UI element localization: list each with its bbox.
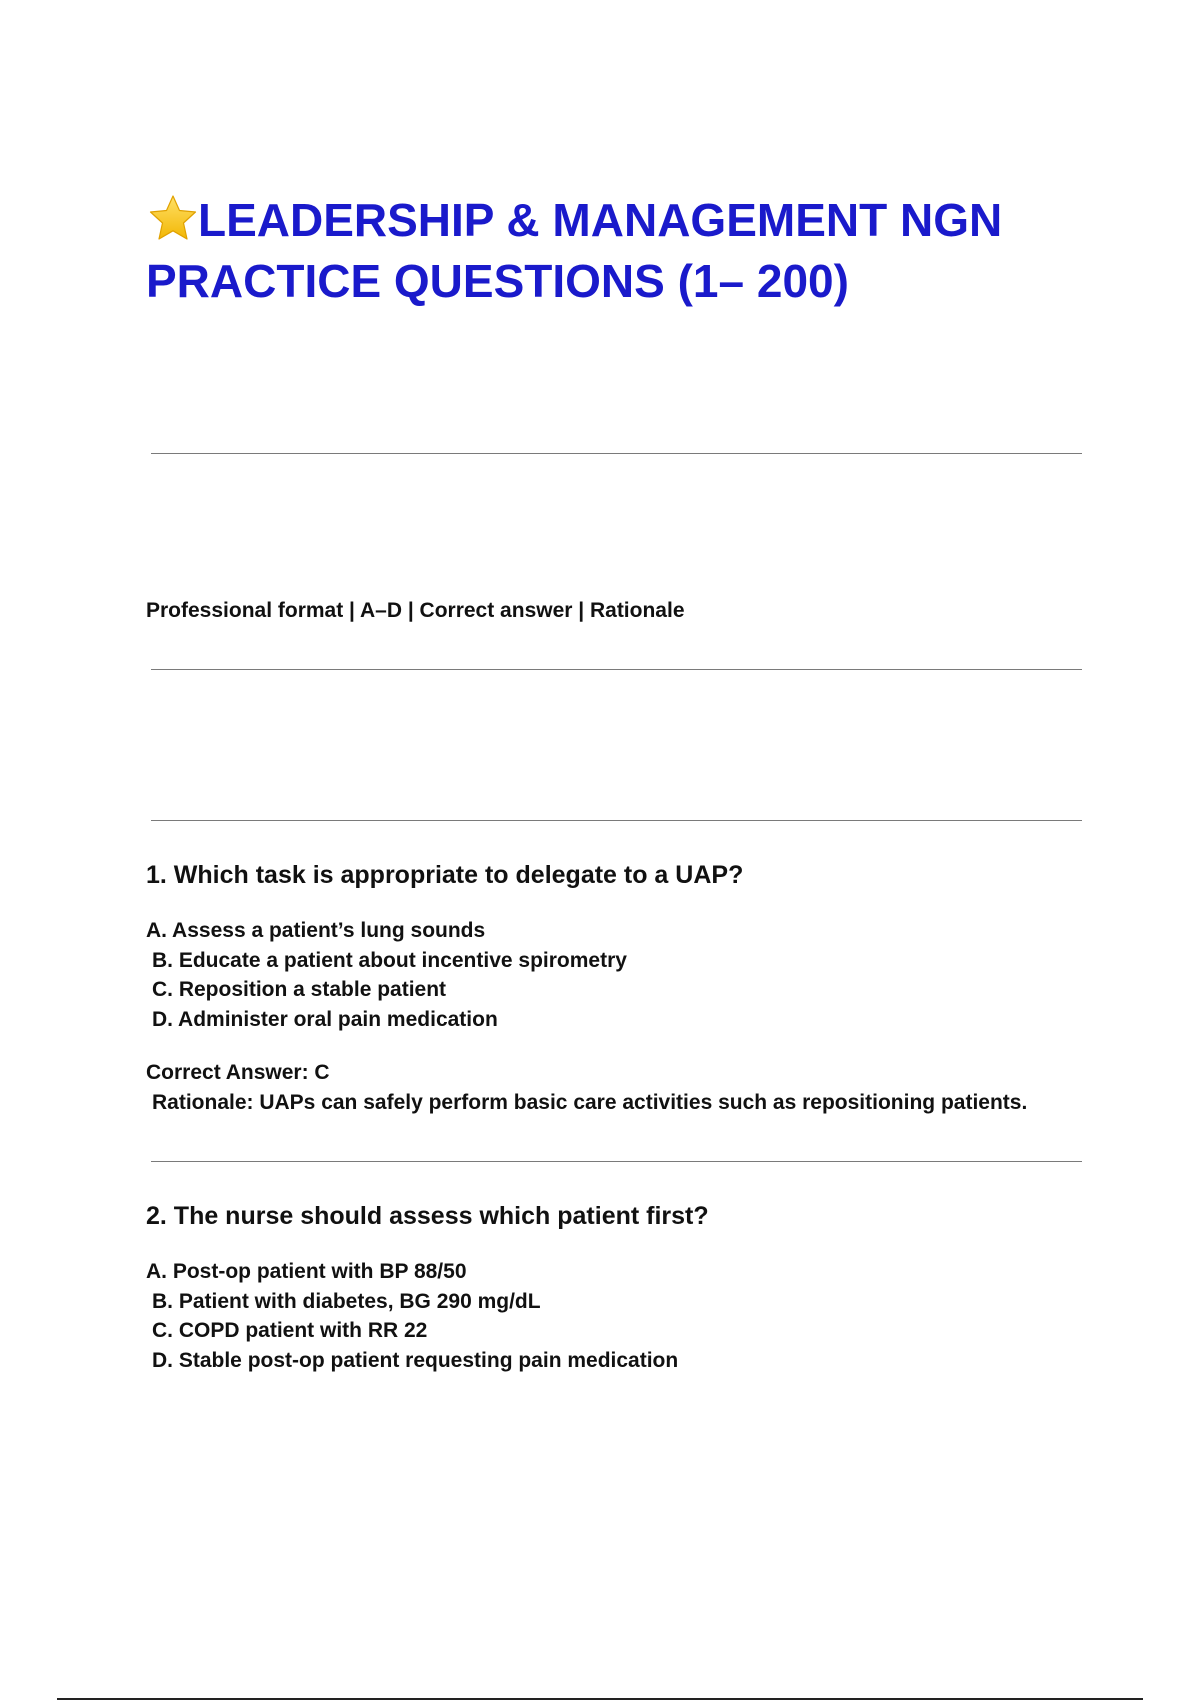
option-c: C. Reposition a stable patient: [152, 978, 447, 1001]
question-1-answer: [146, 1058, 1027, 1118]
document-subtitle: Professional format | A–D | Correct answer | Rationale: [146, 599, 685, 622]
divider: [151, 453, 1082, 454]
option-a: A. Assess a patient’s lung sounds: [146, 919, 486, 942]
star-icon: [146, 194, 200, 240]
option-d: D. Administer oral pain medication: [152, 1007, 498, 1031]
divider: [151, 820, 1082, 821]
option-a: A. Post-op patient with BP 88/50: [146, 1260, 467, 1283]
question-2-heading: 2. The nurse should assess which patient first?: [146, 1202, 709, 1230]
question-1-heading: 1. Which task is appropriate to delegate to a UAP?: [146, 861, 744, 889]
rationale: Rationale: UAPs can safely perform basic care activities such as repositioning patients.: [152, 1091, 1028, 1114]
divider: [151, 1161, 1082, 1162]
correct-answer: Correct Answer: C: [146, 1061, 330, 1084]
question-2-options: [146, 1257, 678, 1375]
document-title-text: LEADERSHIP & MANAGEMENT NGN PRACTICE QUESTIONS (1– 200): [146, 194, 1003, 307]
option-b: B. Patient with diabetes, BG 290 mg/dL: [152, 1289, 541, 1313]
option-c: C. COPD patient with RR 22: [152, 1319, 428, 1342]
option-d: D. Stable post-op patient requesting pain medication: [152, 1348, 679, 1372]
divider: [151, 669, 1082, 670]
document-title: [146, 190, 1106, 312]
option-b: B. Educate a patient about incentive spirometry: [152, 948, 627, 972]
question-1-options: [146, 916, 627, 1034]
